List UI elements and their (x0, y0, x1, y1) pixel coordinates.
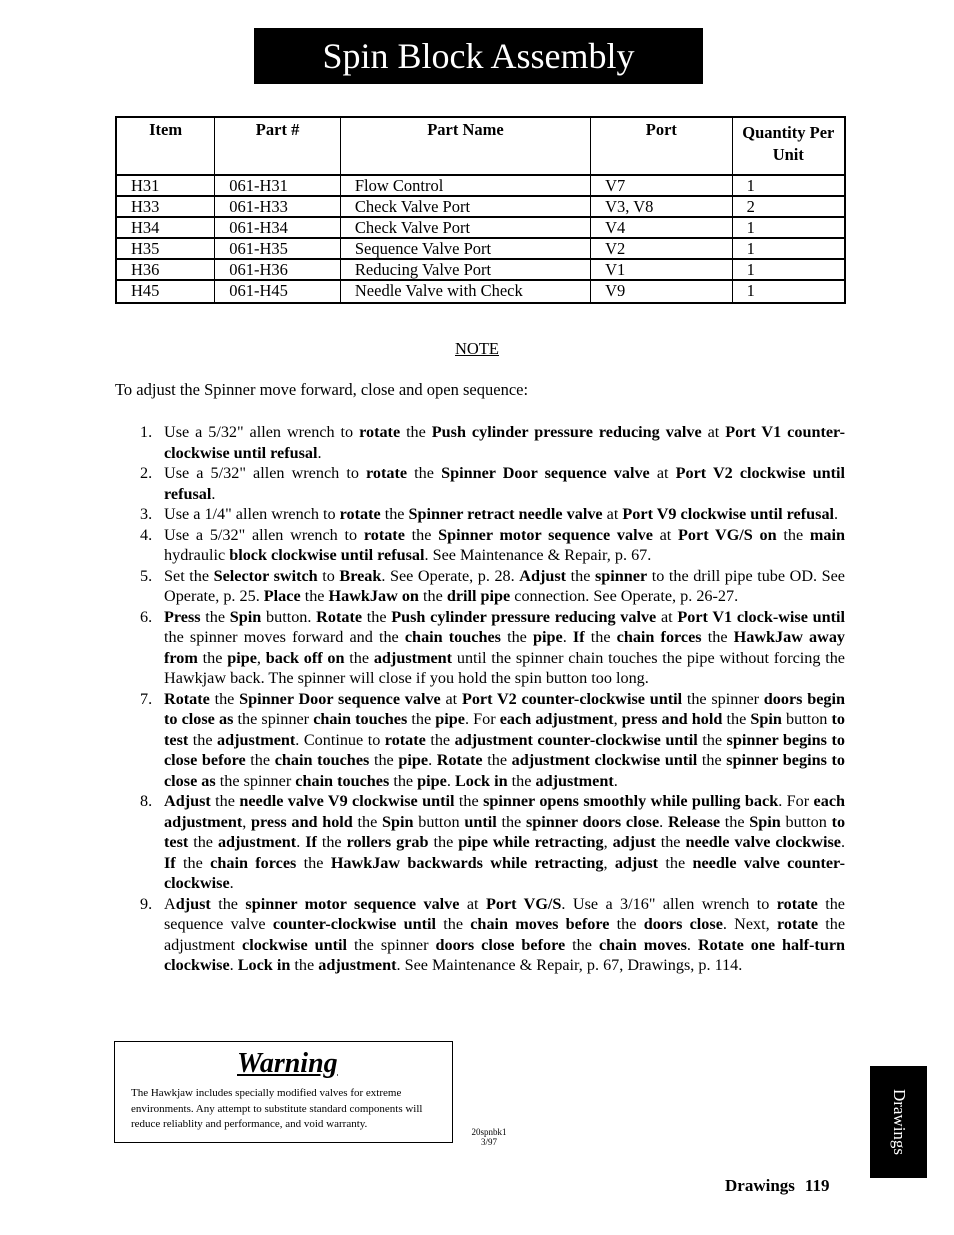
step-fragment: to the drill pipe tube OD. See Operate, p. 25. (164, 566, 845, 605)
step-fragment: . (229, 956, 238, 974)
step-fragment: Use a 5/32" allen wrench to (164, 423, 360, 441)
step-fragment: . (229, 874, 234, 892)
bold-term: Lock in (237, 956, 291, 974)
step-fragment: . (834, 505, 839, 523)
step-number: 7. (140, 689, 153, 708)
drawing-code (466, 1127, 512, 1147)
table-row (116, 238, 845, 259)
parts-table (115, 116, 846, 304)
bold-term: chain touches (404, 628, 501, 646)
step-fragment: the spinner (347, 935, 436, 954)
bold-term: drill pipe (446, 587, 511, 605)
step-fragment: . Next, (722, 915, 777, 933)
step-fragment: the (425, 730, 455, 749)
step-fragment: Use a 5/32" allen wrench to (164, 464, 367, 482)
bold-term: If (164, 853, 176, 872)
bold-term: Rotate (316, 607, 363, 626)
step-fragment: the (300, 587, 329, 605)
step-fragment: the (362, 607, 392, 626)
cell-part-name: Needle Valve with Check (340, 280, 590, 303)
bold-term: djust (175, 894, 211, 913)
step-number: 5. (140, 566, 153, 585)
step-text (164, 566, 845, 607)
table-row (116, 175, 845, 196)
page-number: 119 (804, 1176, 830, 1195)
bold-term: pipe (435, 710, 465, 728)
cell-part-number: 061-H34 (215, 217, 341, 238)
bold-term: press and hold (621, 710, 723, 728)
table-header-row (116, 117, 845, 175)
bold-term: Break (339, 566, 382, 585)
bold-term: Lock in (454, 771, 508, 790)
step-fragment: the (584, 628, 617, 646)
step-fragment: . (659, 812, 668, 831)
bold-term: rollers grab (346, 833, 429, 851)
cell-quantity: 2 (732, 196, 845, 217)
bold-term: chain moves before (470, 915, 610, 933)
step-number: 3. (140, 505, 153, 523)
bold-term: to test (164, 812, 846, 851)
bold-term: adjustment (535, 771, 614, 790)
step-fragment: button (781, 710, 832, 728)
bold-term: Port V2 clockwise until refusal (164, 464, 845, 503)
bold-term: adjustment (217, 833, 297, 851)
step-fragment: at (656, 607, 678, 626)
step-fragment: the (369, 751, 399, 769)
step-number: 8. (140, 792, 153, 810)
bold-term: If (572, 628, 585, 646)
cell-part-number: 061-H33 (215, 196, 341, 217)
bold-term: adjustment (373, 648, 453, 667)
side-tab-label: Drawings (889, 1088, 909, 1156)
bold-term: rotate (359, 423, 401, 441)
step-fragment: , (256, 648, 266, 667)
bold-term: until (464, 812, 497, 831)
step-fragment: the (210, 894, 246, 913)
instruction-step (115, 566, 845, 607)
cell-item: H36 (116, 259, 215, 280)
bold-term: spinner begins to close as (164, 751, 846, 790)
step-text (164, 607, 845, 689)
step-fragment: . See Maintenance & Repair, p. 67, Drawings, p. 114. (396, 956, 743, 974)
step-fragment: the (344, 648, 374, 667)
step-fragment: the (188, 833, 218, 851)
step-number: 1. (140, 423, 153, 441)
step-fragment: , (242, 812, 252, 831)
step-fragment: the (565, 935, 599, 954)
bold-term: adjustment (217, 730, 296, 749)
bold-term: spinner (594, 566, 648, 585)
drawing-code-date: 3/97 (480, 1137, 497, 1147)
step-fragment: the (245, 751, 275, 769)
bold-term: needle valve clockwise (685, 833, 841, 851)
step-text (164, 525, 845, 566)
bold-term: Selector switch (213, 566, 318, 585)
step-fragment: . For (464, 710, 500, 728)
bold-term: doors close before (435, 935, 566, 954)
step-fragment: the (175, 853, 211, 872)
bold-term: pipe while retracting (458, 833, 604, 851)
step-fragment: the (566, 566, 595, 585)
cell-part-name: Check Valve Port (340, 217, 590, 238)
bold-term: HawkJaw backwards while retracting (330, 853, 604, 872)
bold-term: Adjust (164, 792, 211, 810)
step-fragment: . See Operate, p. 28. (381, 566, 520, 585)
bold-term: spinner opens smoothly while pulling back (483, 792, 779, 810)
footer-section: Drawings (725, 1176, 795, 1195)
instruction-step (115, 607, 845, 689)
step-fragment: the (418, 587, 447, 605)
cell-part-number: 061-H36 (215, 259, 341, 280)
cell-port: V1 (591, 259, 733, 280)
step-text (164, 504, 845, 525)
bold-term: spinner motor sequence valve (245, 894, 460, 913)
bold-term: clockwise until (242, 935, 348, 954)
cell-item: H33 (116, 196, 215, 217)
bold-term: Spin (750, 710, 782, 728)
parts-table-body (116, 175, 845, 303)
table-row (116, 259, 845, 280)
step-fragment: the adjustment (164, 915, 846, 954)
bold-term: Port V2 counter-clockwise until (461, 689, 683, 708)
step-fragment: at (459, 894, 486, 913)
step-fragment: . (211, 484, 216, 503)
bold-term: Port VG/S (485, 894, 562, 913)
bold-term: needle valve V9 clockwise until (239, 792, 455, 810)
step-fragment: the (658, 853, 693, 872)
step-fragment: the (407, 464, 442, 482)
cell-port: V4 (591, 217, 733, 238)
step-fragment: the sequence valve (164, 894, 845, 933)
bold-term: If (305, 833, 317, 851)
step-fragment: . (446, 771, 455, 790)
step-fragment: at (649, 464, 676, 482)
step-text (164, 689, 845, 792)
bold-term: Spin (749, 812, 781, 831)
bold-term: adjustment (318, 956, 397, 974)
cell-port: V9 (591, 280, 733, 303)
step-fragment: the (500, 628, 533, 646)
step-fragment: the (200, 607, 230, 626)
bold-term: counter-clockwise until (272, 915, 436, 933)
bold-term: to test (164, 710, 845, 749)
bold-term: needle valve counter-clockwise (164, 853, 846, 892)
instruction-step (115, 525, 845, 566)
bold-term: chain touches (313, 710, 408, 728)
section-side-tab (870, 1066, 927, 1178)
step-fragment: connection. See Operate, p. 26-27. (510, 587, 739, 605)
note-heading: NOTE (455, 339, 499, 358)
step-fragment: the (482, 751, 512, 769)
bold-term: Spin (229, 607, 262, 626)
bold-term: chain forces (616, 628, 702, 646)
bold-term: Rotate (436, 751, 483, 769)
bold-term: Spinner retract needle valve (408, 505, 603, 523)
bold-term: each adjustment (164, 792, 846, 831)
step-text (164, 422, 845, 463)
warning-text: The Hawkjaw includes specially modified valves for extreme environments. Any attempt to substitute standard components will reduce reliablity and performance, and void warranty. (131, 1087, 423, 1130)
column-header-quantity: Quantity Per Unit (732, 117, 845, 175)
step-fragment: the (776, 525, 810, 544)
bold-term: Press (164, 607, 201, 626)
warning-box (114, 1041, 453, 1143)
instruction-list (115, 422, 845, 976)
step-fragment: to (317, 566, 340, 585)
table-row (116, 217, 845, 238)
table-row (116, 280, 845, 303)
cell-quantity: 1 (732, 238, 845, 259)
step-fragment: the spinner (233, 710, 314, 728)
bold-term: Port VG/S on (678, 525, 777, 544)
step-fragment: , (603, 853, 615, 872)
step-fragment: the (428, 833, 459, 851)
bold-term: Push cylinder pressure reducing valve (431, 423, 702, 441)
bold-term: doors close (643, 915, 723, 933)
bold-term: Rotate one half-turn clockwise (164, 935, 846, 974)
step-fragment: . (428, 751, 437, 769)
step-fragment: Use a 5/32" allen wrench to (164, 525, 364, 544)
step-fragment: the (197, 648, 228, 667)
column-header-port: Port (591, 117, 733, 175)
step-fragment: button (413, 812, 465, 831)
step-fragment: the (210, 792, 240, 810)
bold-term: Place (263, 587, 301, 605)
step-fragment: until the spinner chain touches the pipe without forcing the Hawkjaw back. The spinner will close if you hold the spin button too long. (164, 648, 845, 687)
step-fragment: the (720, 812, 750, 831)
cell-part-name: Check Valve Port (340, 196, 590, 217)
bold-term: chain forces (210, 853, 297, 872)
step-fragment: hydraulic (164, 546, 230, 564)
page-footer (725, 1176, 829, 1196)
step-fragment: . (613, 771, 618, 790)
step-fragment: . (296, 833, 306, 851)
step-fragment: the (407, 710, 436, 728)
bold-term: rotate (363, 525, 405, 544)
bold-term: Release (667, 812, 721, 831)
step-fragment: the spinner (215, 771, 296, 790)
step-fragment: . See Maintenance & Repair, p. 67. (424, 546, 652, 564)
step-fragment: button (780, 812, 832, 831)
instruction-step (115, 422, 845, 463)
step-fragment: the (697, 751, 727, 769)
bold-term: pipe (398, 751, 429, 769)
bold-term: Spinner Door sequence valve (441, 464, 650, 482)
instruction-step (115, 791, 845, 894)
bold-term: pipe (533, 628, 563, 646)
bold-term: rotate (776, 915, 818, 933)
bold-term: adjust (612, 833, 656, 851)
step-text (164, 791, 845, 894)
column-header-part-number: Part # (215, 117, 341, 175)
bold-term: Spin (382, 812, 414, 831)
step-fragment: the (404, 525, 439, 544)
step-fragment: the (188, 730, 218, 749)
bold-term: chain touches (295, 771, 390, 790)
step-fragment: . For (778, 792, 814, 810)
cell-quantity: 1 (732, 259, 845, 280)
step-fragment: the (400, 423, 432, 441)
column-header-item: Item (116, 117, 215, 175)
step-fragment: . (686, 935, 698, 954)
bold-term: pipe (227, 648, 257, 667)
step-text (164, 463, 845, 504)
cell-part-number: 061-H31 (215, 175, 341, 196)
bold-term: Port V1 counter-clockwise until refusal (164, 423, 845, 462)
step-fragment: , (613, 710, 622, 728)
step-fragment: the (435, 915, 471, 933)
step-fragment: . (317, 443, 322, 462)
cell-item: H31 (116, 175, 215, 196)
step-fragment: . Use a 3/16" allen wrench to (561, 894, 777, 913)
cell-item: H45 (116, 280, 215, 303)
bold-term: HawkJaw away from (164, 628, 846, 667)
cell-port: V7 (591, 175, 733, 196)
step-fragment: Set the (164, 566, 214, 585)
step-number: 4. (140, 525, 153, 544)
step-fragment: the (454, 792, 484, 810)
bold-term: pipe (417, 771, 447, 790)
bold-term: Rotate (164, 689, 210, 708)
step-fragment: the (209, 689, 240, 708)
bold-term: Push cylinder pressure reducing valve (391, 607, 657, 626)
step-fragment: at (652, 525, 679, 544)
intro-text: To adjust the Spinner move forward, close and open sequence: (115, 380, 529, 399)
step-fragment: the (316, 833, 347, 851)
step-fragment: Use a 1/4" allen wrench to (164, 505, 340, 523)
bold-term: adjustment counter-clockwise until (454, 730, 698, 749)
step-text (164, 894, 845, 976)
step-number: 6. (140, 607, 153, 626)
step-fragment: the (655, 833, 686, 851)
step-fragment: . Continue to (295, 730, 385, 749)
step-fragment: the spinner (682, 689, 764, 708)
step-fragment: the (352, 812, 383, 831)
column-header-part-name: Part Name (340, 117, 590, 175)
bold-term: Port V1 clock-wise until (677, 607, 845, 626)
step-fragment: the (507, 771, 536, 790)
bold-term: press and hold (251, 812, 353, 831)
bold-term: Port V9 clockwise until refusal (622, 505, 835, 523)
step-fragment: . (562, 628, 573, 646)
cell-part-number: 061-H45 (215, 280, 341, 303)
cell-quantity: 1 (732, 175, 845, 196)
step-fragment: the (380, 505, 409, 523)
step-fragment: at (440, 689, 462, 708)
page-title: Spin Block Assembly (254, 28, 703, 84)
bold-term: rotate (384, 730, 426, 749)
bold-term: HawkJaw on (328, 587, 419, 605)
step-fragment: , (603, 833, 613, 851)
step-fragment: the (697, 730, 727, 749)
step-number: 9. (140, 894, 153, 913)
cell-item: H35 (116, 238, 215, 259)
bold-term: chain moves (598, 935, 687, 954)
bold-term: chain touches (274, 751, 370, 769)
instruction-step (115, 463, 845, 504)
cell-port: V3, V8 (591, 196, 733, 217)
step-fragment: at (701, 423, 726, 441)
cell-quantity: 1 (732, 280, 845, 303)
cell-part-name: Sequence Valve Port (340, 238, 590, 259)
cell-part-name: Reducing Valve Port (340, 259, 590, 280)
bold-term: doors begin to close as (164, 689, 845, 728)
bold-term: each adjustment (499, 710, 614, 728)
cell-port: V2 (591, 238, 733, 259)
bold-term: spinner begins to close before (164, 730, 845, 769)
bold-term: rotate (366, 464, 408, 482)
warning-title: Warning (237, 1048, 338, 1079)
bold-term: Adjust (519, 566, 567, 585)
step-fragment: at (602, 505, 623, 523)
bold-term: main (809, 525, 845, 544)
instruction-step (115, 504, 845, 525)
step-fragment: button. (261, 607, 317, 626)
bold-term: block clockwise until refusal (229, 546, 425, 564)
cell-item: H34 (116, 217, 215, 238)
instruction-step (115, 894, 845, 976)
bold-term: back off on (265, 648, 345, 667)
bold-term: rotate (776, 894, 818, 913)
step-fragment: the (701, 628, 734, 646)
bold-term: rotate (339, 505, 381, 523)
step-fragment: the (609, 915, 644, 933)
cell-quantity: 1 (732, 217, 845, 238)
step-fragment: A (164, 894, 176, 913)
bold-term: Spinner Door sequence valve (239, 689, 441, 708)
instruction-step (115, 689, 845, 792)
bold-term: adjustment clockwise until (511, 751, 698, 769)
step-fragment: the (296, 853, 331, 872)
step-fragment: the (496, 812, 526, 831)
step-fragment: the (389, 771, 418, 790)
bold-term: adjust (614, 853, 659, 872)
drawing-code-id: 20spnbk1 (471, 1127, 507, 1137)
bold-term: spinner doors close (525, 812, 660, 831)
cell-part-name: Flow Control (340, 175, 590, 196)
step-fragment: the (290, 956, 319, 974)
step-fragment: the spinner moves forward and the (164, 628, 405, 646)
cell-part-number: 061-H35 (215, 238, 341, 259)
step-number: 2. (140, 464, 153, 482)
step-fragment: the (722, 710, 751, 728)
step-fragment: . (840, 833, 846, 851)
bold-term: Spinner motor sequence valve (438, 525, 653, 544)
table-row (116, 196, 845, 217)
